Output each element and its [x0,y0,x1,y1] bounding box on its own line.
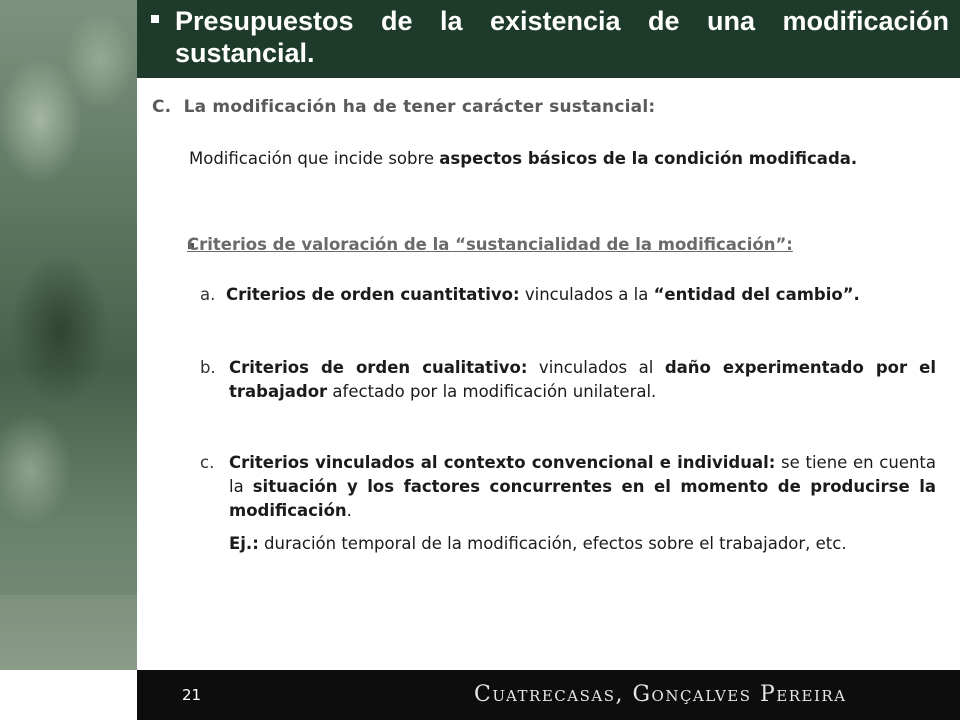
example-text: duración temporal de la modificación, efectos sobre el trabajador, etc. [258,534,847,553]
page-number: 21 [182,686,202,704]
item-c-text1: se tiene en cuenta la [229,453,937,496]
example-paragraph [229,532,941,556]
item-b-text2: afectado por la modificación unilateral. [327,382,657,401]
item-a-marker: a. [200,285,216,304]
section-letter: C. [152,97,172,117]
item-a-text [226,283,936,307]
slide-title: Presupuestos de la existencia de una modificación sustancial. [175,6,949,68]
item-b-text [229,356,936,404]
title-bullet-icon [151,15,159,23]
footer-left-blank [0,670,137,720]
decorative-photo-strip-lower [0,595,137,670]
item-c-bold2: situación y los factores concurrentes en el momento de producirse la modificación [229,477,936,520]
item-a-text1: vinculados a la [519,285,654,304]
item-c-text [229,451,936,523]
item-a-bold1: Criterios de orden cuantitativo: [226,285,520,304]
company-logo-text: Cuatrecasas, Gonçalves Pereira [474,682,847,707]
decorative-photo-strip [0,0,137,670]
criteria-heading: Criterios de valoración de la “sustancialidad de la modificación”: [187,235,793,254]
item-a-bold2: “entidad del cambio”. [653,285,860,304]
item-c-bold1: Criterios vinculados al contexto convencional e individual: [229,453,776,472]
item-b-marker: b. [200,358,216,377]
intro-plain: Modificación que incide sobre [189,149,440,168]
item-b-bold1: Criterios de orden cualitativo: [229,358,528,377]
item-c-text2: . [346,501,352,520]
item-c-marker: c. [200,453,215,472]
section-heading-text: La modificación ha de tener carácter sustancial: [183,97,656,117]
item-b-text1: vinculados al [527,358,665,377]
intro-paragraph [189,147,936,171]
intro-bold: aspectos básicos de la condición modificada. [439,149,858,168]
example-label: Ej.: [229,534,259,553]
section-heading [152,97,655,117]
item-b-bold2: daño experimentado por el trabajador [229,358,936,401]
